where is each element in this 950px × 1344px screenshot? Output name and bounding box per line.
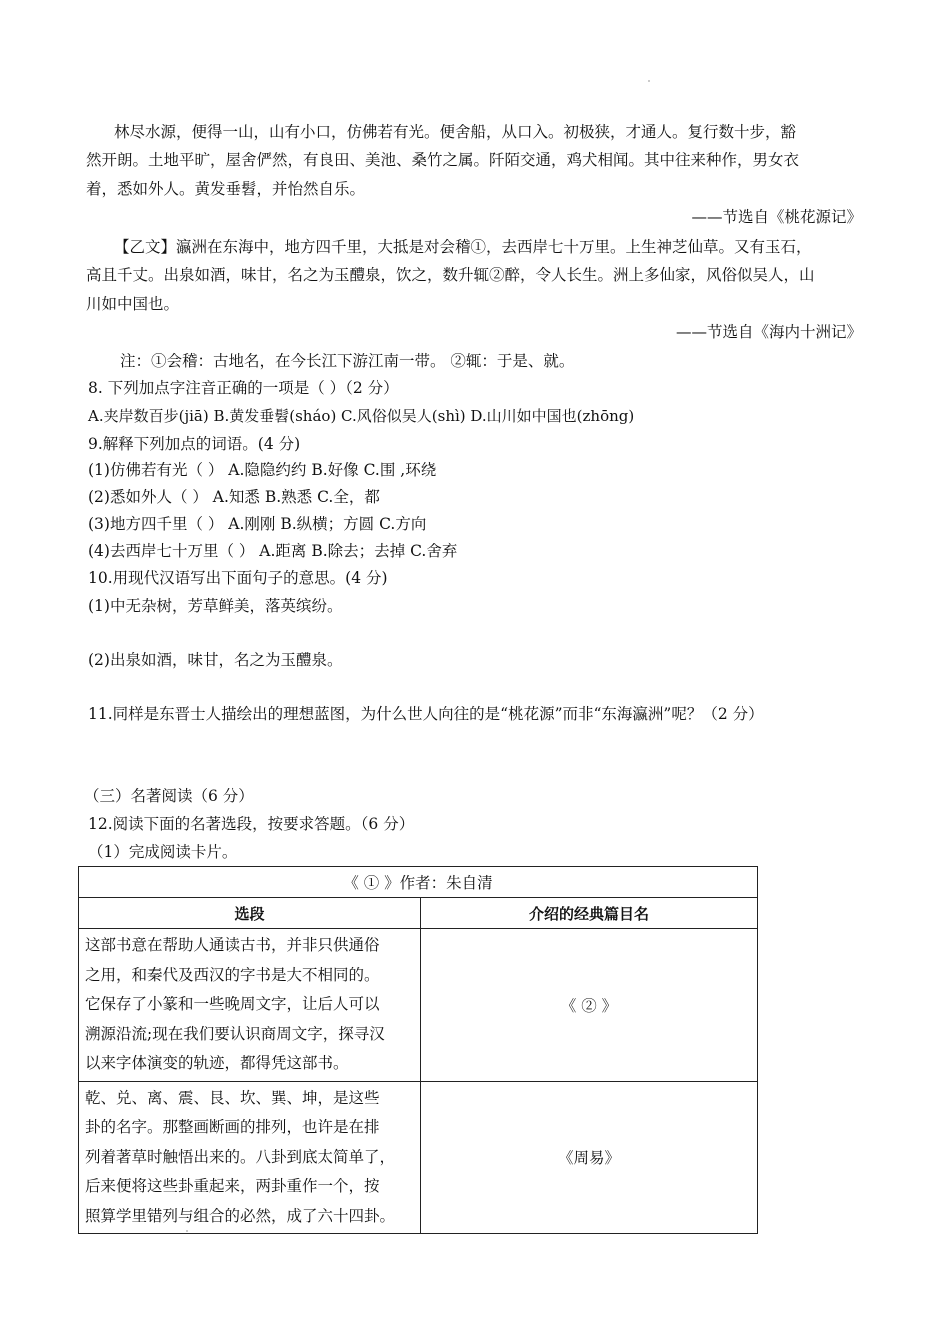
- reading-card-table: [78, 866, 758, 1234]
- chapter-cell-zhouyi: 《周易》: [421, 1081, 758, 1234]
- passage-jia-line-3: 着，悉如外人。黄发垂髫，并怡然自乐。: [86, 180, 366, 198]
- excerpt-line: 列着著草时触悟出来的。八卦到底太简单了，: [85, 1147, 396, 1166]
- passage-jia-line-1: 林尽水源，便得一山，山有小口，仿佛若有光。便舍船，从口入。初极狭，才通人。复行数十步，豁: [114, 123, 797, 141]
- excerpt-line: 溯源沿流;现在我们要认识商周文字，探寻汉: [85, 1024, 385, 1043]
- q9-item-1: (1)仿佛若有光（ ） A.隐隐约约 B.好像 C.围 ,环绕: [88, 461, 437, 479]
- chapter-cell-blank-2: 《 ② 》: [421, 929, 758, 1082]
- table-row: [79, 929, 758, 1082]
- excerpt-cell: [79, 929, 421, 1082]
- passage-jia-source: ——节选自《桃花源记》: [691, 208, 862, 226]
- q9-stem: 9.解释下列加点的词语。(4 分): [88, 435, 301, 453]
- excerpt-cell: [79, 1081, 421, 1234]
- excerpt-line: 乾、兑、离、震、艮、坎、巽、坤，是这些: [85, 1088, 380, 1107]
- q11-stem: 11.同样是东晋士人描绘出的理想蓝图，为什么世人向往的是“桃花源”而非“东海瀛洲”呢？（2 分）: [88, 705, 764, 723]
- excerpt-line: 它保存了小篆和一些晚周文字，让后人可以: [85, 995, 380, 1013]
- scan-speck: [648, 80, 650, 82]
- q9-item-3: (3)地方四千里（ ） A.刚刚 B.纵横；方圆 C.方向: [88, 515, 427, 533]
- q10-stem: 10.用现代汉语写出下面句子的意思。(4 分): [88, 569, 388, 587]
- column-header-chapter: 介绍的经典篇目名: [421, 898, 758, 929]
- excerpt-line: 卦的名字。那整画断画的排列，也许是在排: [85, 1118, 380, 1136]
- excerpt-line: 后来便将这些卦重起来，两卦重作一个，按: [85, 1177, 380, 1195]
- q8-stem: 8. 下列加点字注音正确的一项是（ ）（2 分）: [88, 379, 399, 397]
- q9-item-4: (4)去西岸七十万里（ ） A.距离 B.除去；去掉 C.舍弃: [88, 542, 458, 560]
- excerpt-line: 这部书意在帮助人通读古书，并非只供通俗: [85, 936, 380, 954]
- passage-jia-line-2: 然开朗。土地平旷，屋舍俨然，有良田、美池、桑竹之属。阡陌交通，鸡犬相闻。其中往来种作，男女衣: [86, 151, 800, 169]
- passage-yi-line-2: 高且千丈。出泉如酒，味甘，名之为玉醴泉，饮之，数升辄②醉，令人长生。洲上多仙家，风俗似吴人，山: [86, 266, 815, 284]
- q10-item-2: (2)出泉如酒，味甘，名之为玉醴泉。: [88, 651, 343, 669]
- q8-options: A.夹岸数百步(jiā) B.黄发垂髫(sháo) C.风俗似吴人(shì) D.山川如中国也(zhōng): [88, 407, 635, 425]
- passage-yi-line-3: 川如中国也。: [86, 295, 180, 313]
- excerpt-line: 之用，和秦代及西汉的字书是大不相同的。: [85, 965, 380, 984]
- table-row: [79, 1081, 758, 1234]
- q9-item-2: (2)悉如外人（ ） A.知悉 B.熟悉 C.全，都: [88, 488, 380, 506]
- annotation-note: 注：①会稽：古地名，在今长江下游江南一带。 ②辄：于是、就。: [120, 352, 575, 370]
- passage-yi-line-1: 【乙文】瀛洲在东海中，地方四千里，大抵是对会稽①，去西岸七十万里。上生神芝仙草。又有玉石，: [114, 238, 812, 256]
- excerpt-line: 照算学里错列与组合的必然，成了六十四卦。: [85, 1206, 396, 1225]
- excerpt-line: 以来字体演变的轨迹，都得凭这部书。: [85, 1054, 349, 1072]
- q12-stem: 12.阅读下面的名著选段，按要求答题。（6 分）: [88, 815, 415, 833]
- section-3-heading: （三）名著阅读（6 分）: [84, 787, 254, 805]
- passage-yi-source: ——节选自《海内十洲记》: [675, 323, 862, 341]
- q12-sub1: （1）完成阅读卡片。: [88, 843, 238, 861]
- q10-item-1: (1)中无杂树，芳草鲜美，落英缤纷。: [88, 597, 343, 615]
- column-header-excerpt: 选段: [79, 898, 421, 929]
- reading-card-title: 《 ① 》作者：朱自清: [79, 867, 758, 898]
